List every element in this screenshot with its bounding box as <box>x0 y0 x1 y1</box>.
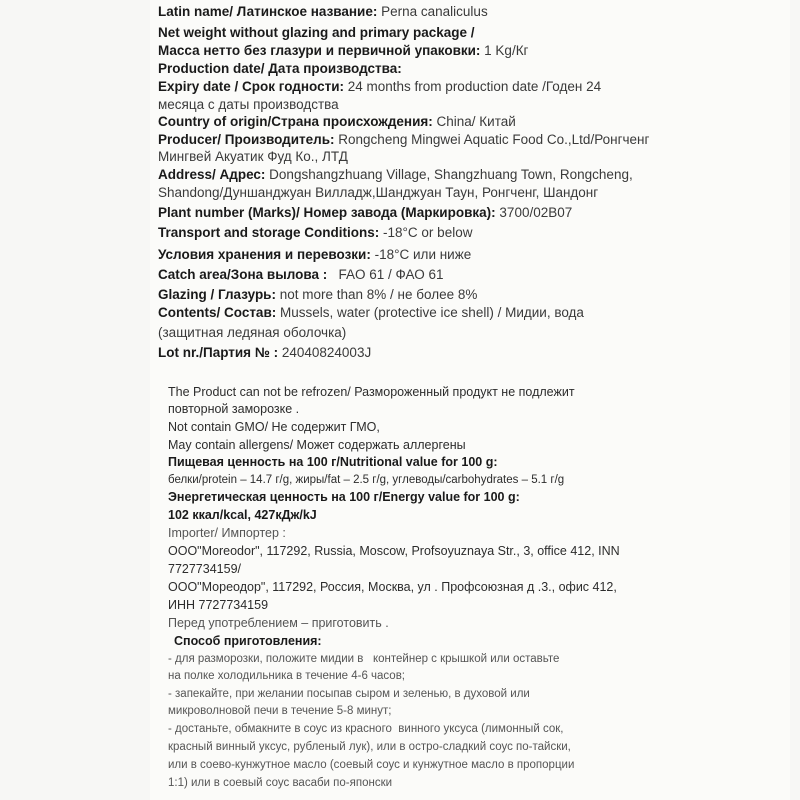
latin-name-line: Latin name/ Латинское название: Perna canaliculus <box>158 4 488 19</box>
importer-ru-line-2: ИНН 7727734159 <box>168 598 269 612</box>
expiry-date-line-2: месяца с даты производства <box>158 97 339 112</box>
contents-line-2: (защитная ледяная оболочка) <box>158 325 347 340</box>
importer-ru-line-1: ООО"Мореодор", 117292, Россия, Москва, ул . Профсоюзная д .3., офис 412, <box>168 580 617 594</box>
importer-en-line-2: 7727734159/ <box>168 562 241 576</box>
address-line-2: Shandong/Дуншанджуан Вилладж,Шанджуан Таун, Ронгченг, Шандонг <box>158 185 599 200</box>
importer-en-line-1: ООО"Moreodor", 117292, Russia, Moscow, Profsoyuznaya Str., 3, office 412, INN <box>168 544 620 558</box>
method-line-4: микроволновой печи в течение 5-8 минут; <box>168 705 392 717</box>
country-origin-line: Country of origin/Страна происхождения: China/ Китай <box>158 114 516 129</box>
method-line-5: - достаньте, обмакните в соус из красного винного уксуса (лимонный сок, <box>168 723 564 735</box>
method-line-3: - запекайте, при желании посыпав сыром и зеленью, в духовой или <box>168 688 530 700</box>
gmo-line: Not contain GMO/ Не содержит ГМО, <box>168 420 380 434</box>
nutritional-values: белки/protein – 14.7 г/g, жиры/fat – 2.5 г/g, углеводы/carbohydrates – 5.1 г/g <box>168 474 565 486</box>
production-date-line: Production date/ Дата производства: <box>158 61 402 76</box>
net-weight-line-2: Масса нетто без глазури и первичной упаковки: 1 Kg/Кг <box>158 43 529 58</box>
method-line-8: 1:1) или в соевый соус васаби по-японски <box>168 777 393 789</box>
contents-line-1: Contents/ Состав: Mussels, water (protective ice shell) / Мидии, вода <box>158 305 584 320</box>
before-use-line: Перед употреблением – приготовить . <box>168 616 389 630</box>
energy-values: 102 ккал/kcal, 427кДж/kJ <box>168 508 317 522</box>
energy-title: Энергетическая ценность на 100 г/Energy value for 100 g: <box>168 490 520 504</box>
cooking-method-title: Способ приготовления: <box>174 634 322 648</box>
net-weight-line-1: Net weight without glazing and primary package / <box>158 25 475 40</box>
address-line-1: Address/ Адрес: Dongshangzhuang Village, Shangzhuang Town, Rongcheng, <box>158 167 633 182</box>
method-line-2: на полке холодильника в течение 4-6 часов; <box>168 670 405 682</box>
refreeze-line-2: повторной заморозке . <box>168 402 300 416</box>
transport-conditions-line: Transport and storage Conditions: -18°C or below <box>158 225 473 240</box>
lot-number-line: Lot nr./Партия № : 24040824003J <box>158 345 372 360</box>
producer-line-1: Producer/ Производитель: Rongcheng Mingwei Aquatic Food Co.,Ltd/Ронгченг <box>158 132 650 147</box>
method-line-1: - для разморозки, положите мидии в контейнер с крышкой или оставьте <box>168 653 560 665</box>
plant-number-line: Plant number (Marks)/ Номер завода (Маркировка): 3700/02B07 <box>158 205 573 220</box>
method-line-6: красный винный уксус, рубленый лук), или в остро-сладкий соус по-тайски, <box>168 741 571 753</box>
producer-line-2: Мингвей Акуатик Фуд Ко., ЛТД <box>158 149 348 164</box>
nutritional-title: Пищевая ценность на 100 г/Nutritional value for 100 g: <box>168 455 498 469</box>
allergens-line: May contain allergens/ Может содержать аллергены <box>168 438 466 452</box>
refreeze-line-1: The Product can not be refrozen/ Размороженный продукт не подлежит <box>168 385 575 399</box>
catch-area-line: Catch area/Зона вылова : FAO 61 / ФАО 61 <box>158 267 444 282</box>
method-line-7: или в соево-кунжутное масло (соевый соус и кунжутное масло в пропорции <box>168 759 575 771</box>
expiry-date-line-1: Expiry date / Срок годности: 24 months from production date /Годен 24 <box>158 79 602 94</box>
importer-label: Importer/ Импортер : <box>168 526 286 540</box>
glazing-line: Glazing / Глазурь: not more than 8% / не более 8% <box>158 287 478 302</box>
storage-conditions-ru-line: Условия хранения и перевозки: -18°C или ниже <box>158 247 472 262</box>
